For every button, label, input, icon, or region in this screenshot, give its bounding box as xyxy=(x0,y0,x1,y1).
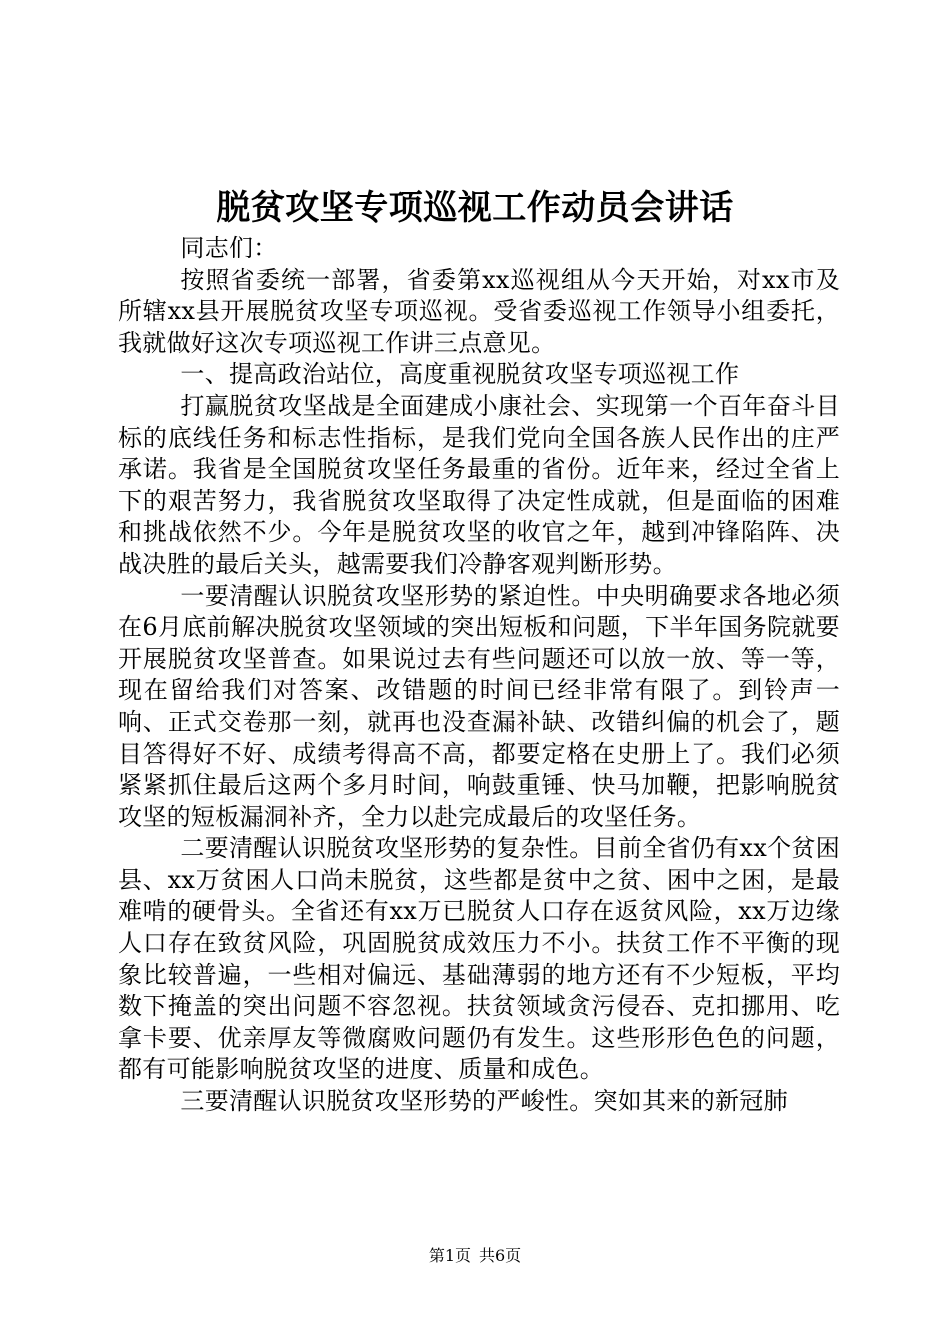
salutation: 同志们： xyxy=(180,234,278,262)
page-footer xyxy=(0,1245,950,1267)
section-heading-1: 一、提高政治站位，高度重视脱贫攻坚专项巡视工作 xyxy=(180,360,740,389)
document-body xyxy=(118,233,840,1118)
page-total: 共6页 xyxy=(479,1246,522,1265)
page-number: 第1页 xyxy=(428,1246,471,1265)
paragraph-intro: 按照省委统一部署，省委第xx巡视组从今天开始，对xx市及所辖xx县开展脱贫攻坚专项巡视。受省委巡视工作领导小组委托，我就做好这次专项巡视工作讲三点意见。 xyxy=(118,265,840,357)
paragraph-severity: 三要清醒认识脱贫攻坚形势的严峻性。突如其来的新冠肺 xyxy=(180,1087,788,1116)
paragraph-urgency: 一要清醒认识脱贫攻坚形势的紧迫性。中央明确要求各地必须在6月底前解决脱贫攻坚领域的突出短板和问题，下半年国务院就要开展脱贫攻坚普查。如果说过去有些问题还可以放一放、等一等，现在留给我们对答案、改错题的时间已经非常有限了。到铃声一响、正式交卷那一刻，就再也没查漏补缺、改错纠偏的机会了，题目答得好不好、成绩考得高不高，都要定格在史册上了。我们必须紧紧抓住最后这两个多月时间，响鼓重锤、快马加鞭，把影响脱贫攻坚的短板漏洞补齐，全力以赴完成最后的攻坚任务。 xyxy=(118,581,840,831)
document-title: 脱贫攻坚专项巡视工作动员会讲话 xyxy=(216,188,734,228)
paragraph-complexity: 二要清醒认识脱贫攻坚形势的复杂性。目前全省仍有xx个贫困县、xx万贫困人口尚未脱贫，这些都是贫中之贫、困中之困，是最难啃的硬骨头。全省还有xx万已脱贫人口存在返贫风险，xx万边缘人口存在致贫风险，巩固脱贫成效压力不小。扶贫工作不平衡的现象比较普遍，一些相对偏远、基础薄弱的地方还有不少短板，平均数下掩盖的突出问题不容忽视。扶贫领域贪污侵吞、克扣挪用、吃拿卡要、优亲厚友等微腐败问题仍有发生。这些形形色色的问题，都有可能影响脱贫攻坚的进度、质量和成色。 xyxy=(118,834,840,1084)
paragraph-context: 打赢脱贫攻坚战是全面建成小康社会、实现第一个百年奋斗目标的底线任务和标志性指标，是我们党向全国各族人民作出的庄严承诺。我省是全国脱贫攻坚任务最重的省份。近年来，经过全省上下的艰苦努力，我省脱贫攻坚取得了决定性成就，但是面临的困难和挑战依然不少。今年是脱贫攻坚的收官之年，越到冲锋陷阵、决战决胜的最后关头，越需要我们冷静客观判断形势。 xyxy=(118,391,840,578)
